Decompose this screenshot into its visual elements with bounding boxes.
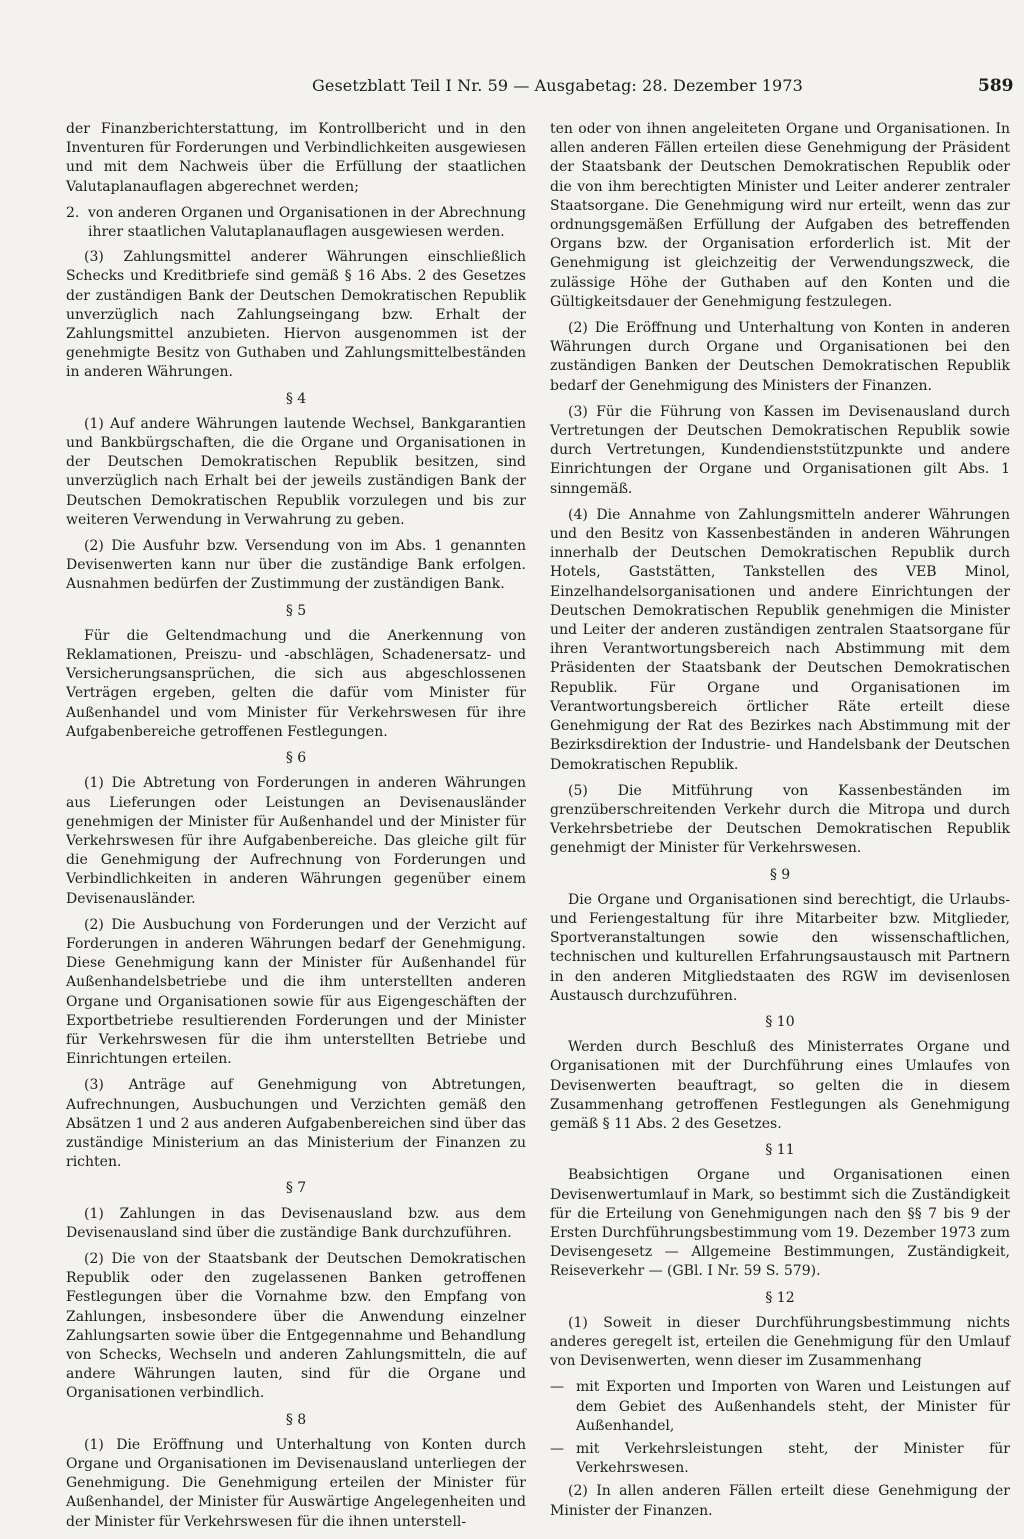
section-heading: § 10 [765, 1013, 795, 1030]
paragraph: (1) Zahlungen in das Devisenausland bzw. aus dem Devisenausland sind über die zuständige Bank durchzuführen. [66, 1205, 526, 1241]
paragraph: (1) Soweit in dieser Durchführungsbestimmung nichts anderes geregelt ist, erteilen die Genehmigung für den Umlauf von Devisenwerten, wenn dieser im Zusammenhang [550, 1314, 1010, 1370]
list-item-text: mit Exporten und Importen von Waren und Leistungen auf dem Gebiet des Außenhandels steht, der Minister für Außenhandel, [576, 1379, 1010, 1434]
dash-marker: — [550, 1379, 564, 1396]
paragraph: der Finanzberichterstattung, im Kontrollbericht und in den Inventuren für Forderungen und Verbindlichkeiten ausgewiesen und mit dem Nachweis über die Erfüllung der staatlichen Valutaplanauflagen abgerechnet werden; [66, 121, 526, 195]
right-column [550, 120, 1010, 1528]
section-heading: § 7 [285, 1180, 307, 1197]
page-number: 589 [978, 76, 1014, 96]
list-item [66, 204, 526, 242]
paragraph: (1) Die Abtretung von Forderungen in anderen Währungen aus Lieferungen oder Leistungen an Devisenausländer genehmigen der Minister für Außenhandel und der Minister für Verkehrswesen für ihre Aufgabenbereiche. Das gleiche gilt für die Genehmigung der Aufrechnung von Forderungen und Verbindlichkeiten in anderen Währungen gegenüber einem Devisenausländer. [66, 775, 526, 907]
paragraph: (3) Für die Führung von Kassen im Devisenausland durch Vertretungen der Deutschen Demokratischen Republik sowie durch Vertretungen, Kundendienststützpunkte und andere Einrichtungen der Organe und Organisationen gilt Abs. 1 sinngemäß. [550, 403, 1010, 497]
list-item-text: von anderen Organen und Organisationen in der Abrechnung ihrer staatlichen Valutaplanauflagen ausgewiesen werden. [88, 204, 526, 241]
section-heading: § 5 [285, 602, 307, 619]
list-item [550, 1440, 1010, 1478]
paragraph: (2) Die Eröffnung und Unterhaltung von Konten in anderen Währungen durch Organe und Organisationen bei den zuständigen Banken der Deutschen Demokratischen Republik bedarf der Genehmigung des Ministers der Finanzen. [550, 320, 1010, 394]
paragraph: (1) Die Eröffnung und Unterhaltung von Konten durch Organe und Organisationen im Devisenausland unterliegen der Genehmigung. Die Genehmigung erteilen der Minister für Außenhandel, der Minister für Auswärtige Angelegenheiten und der Minister für Verkehrswesen für die ihnen unterstell- [66, 1436, 526, 1530]
paragraph: (5) Die Mitführung von Kassenbeständen im grenzüberschreitenden Verkehr durch die Mitropa und durch Verkehrsbetriebe der Deutschen Demokratischen Republik genehmigt der Minister für Verkehrswesen. [550, 782, 1010, 857]
paragraph: (3) Anträge auf Genehmigung von Abtretungen, Aufrechnungen, Ausbuchungen und Verzichten gemäß den Absätzen 1 und 2 aus anderen Aufgabenbereichen sind über das zuständige Ministerium an das Ministerium der Finanzen zu richten. [66, 1077, 526, 1171]
gazette-title: Gesetzblatt Teil I Nr. 59 — Ausgabetag: 28. Dezember 1973 [312, 76, 803, 95]
section-heading: § 12 [765, 1289, 795, 1306]
paragraph: Für die Geltendmachung und die Anerkennung von Reklamationen, Preiszu- und -abschlägen, Schadenersatz- und Versicherungsansprüchen, die sich aus abgeschlossenen Verträgen ergeben, gelten die dafür vom Minister für Außenhandel und vom Minister für Verkehrswesen für ihre Aufgabenbereiche getroffenen Festlegungen. [66, 627, 526, 740]
paragraph: (4) Die Annahme von Zahlungsmitteln anderer Währungen und den Besitz von Kassenbeständen in anderen Währungen innerhalb der Deutschen Demokratischen Republik durch Hotels, Gaststätten, Tankstellen des VEB Minol, Einzelhandelsorganisationen und andere Einrichtungen der Deutschen Demokratischen Republik genehmigen die Minister und Leiter der anderen zuständigen zentralen Staatsorgane für ihren Verantwortungsbereich nach Abstimmung mit dem Präsidenten der Staatsbank der Deutschen Demokratischen Republik. Für Organe und Organisationen im Verantwortungsbereich örtlicher Räte erteilt diese Genehmigung der Rat des Bezirkes nach Abstimmung mit der Bezirksdirektion der Industrie- und Handelsbank der Deutschen Demokratischen Republik. [550, 506, 1010, 773]
paragraph: ten oder von ihnen angeleiteten Organe und Organisationen. In allen anderen Fällen erteilen diese Genehmigung der Präsident der Staatsbank der Deutschen Demokratischen Republik oder die von ihm berechtigten Minister und Leiter anderer zentraler Staatsorgane. Die Genehmigung wird nur erteilt, wenn das zur ordnungsgemäßen Erfüllung der Aufgaben des betreffenden Organs bzw. der Organisation erforderlich ist. Mit der Genehmigung ist gleichzeitig der Verwendungszweck, die zulässige Höhe der Guthaben auf den Konten und die Gültigkeitsdauer der Genehmigung festzulegen. [550, 121, 1010, 310]
list-item [550, 1378, 1010, 1436]
paragraph: (2) Die Ausfuhr bzw. Versendung von im Abs. 1 genannten Devisenwerten kann nur über die zuständige Bank erfolgen. Ausnahmen bedürfen der Zustimmung der zuständigen Bank. [66, 538, 526, 593]
list-item-text: mit Verkehrsleistungen steht, der Minister für Verkehrswesen. [576, 1441, 1010, 1477]
paragraph: Beabsichtigen Organe und Organisationen einen Devisenwertumlauf in Mark, so bestimmt sich die Zuständigkeit für die Erteilung von Genehmigungen nach den §§ 7 bis 9 der Ersten Durchführungsbestimmung vom 19. Dezember 1973 zum Devisengesetz — Allgemeine Bestimmungen, Zuständigkeit, Reiseverkehr — (GBl. I Nr. 59 S. 579). [550, 1167, 1010, 1280]
paragraph: Die Organe und Organisationen sind berechtigt, die Urlaubs- und Feriengestaltung für ihre Mitarbeiter bzw. Mitglieder, Sportveranstaltungen sowie den wissenschaftlichen, technischen und kulturellen Erfahrungsaustausch mit Partnern in den anderen Mitgliedstaaten des RGW im devisenlosen Austausch durchzuführen. [550, 891, 1010, 1004]
dash-marker: — [550, 1441, 564, 1457]
paragraph: (3) Zahlungsmittel anderer Währungen einschließlich Schecks und Kreditbriefe sind gemäß § 16 Abs. 2 des Gesetzes der zuständigen Bank der Deutschen Demokratischen Republik unverzüglich nach Zahlungseingang bzw. Erhalt der Zahlungsmittel anzubieten. Hiervon ausgenommen ist der genehmigte Besitz von Guthaben und Zahlungsmittelbeständen in anderen Währungen. [66, 249, 526, 381]
paragraph: Werden durch Beschluß des Ministerrates Organe und Organisationen mit der Durchführung eines Umlaufes von Devisenwerten beauftragt, so gelten die in diesem Zusammenhang getroffenen Festlegungen als Genehmigung gemäß § 11 Abs. 2 des Gesetzes. [550, 1039, 1010, 1132]
page-header [0, 70, 1024, 102]
section-heading: § 4 [285, 390, 307, 407]
paragraph: (2) Die von der Staatsbank der Deutschen Demokratischen Republik oder den zugelassenen Banken getroffenen Festlegungen über die Vornahme bzw. den Empfang von Zahlungen, insbesondere über die Anwendung einzelner Zahlungsarten sowie über die Entgegennahme und Behandlung von Schecks, Wechseln und anderen Zahlungsmitteln, die auf andere Währungen lauten, sind für die Organe und Organisationen verbindlich. [66, 1250, 526, 1402]
paragraph: (2) In allen anderen Fällen erteilt diese Genehmigung der Minister der Finanzen. [550, 1483, 1010, 1519]
section-heading: § 8 [285, 1411, 307, 1428]
section-heading: § 6 [285, 750, 307, 767]
list-marker: 2. [66, 204, 80, 221]
left-column [66, 120, 526, 1539]
paragraph: (1) Auf andere Währungen lautende Wechsel, Bankgarantien und Bankbürgschaften, die die Organe und Organisationen in der Deutschen Demokratischen Republik besitzen, sind unverzüglich nach Erhalt bei der jeweils zuständigen Bank der Deutschen Demokratischen Republik vorzulegen und bis zur weiteren Verwendung in Verwahrung zu geben. [66, 415, 526, 528]
section-heading: § 11 [765, 1142, 795, 1159]
section-heading: § 9 [769, 866, 791, 883]
paragraph: (2) Die Ausbuchung von Forderungen und der Verzicht auf Forderungen in anderen Währungen bedarf der Genehmigung. Diese Genehmigung kann der Minister für Außenhandel für Außenhandelsbetriebe und die ihm unterstellten anderen Organe und Organisationen sowie für aus Eigengeschäften der Exportbetriebe resultierenden Forderungen und der Minister für Verkehrswesen für die ihm unterstellten Betriebe und Einrichtungen erteilen. [66, 916, 526, 1068]
